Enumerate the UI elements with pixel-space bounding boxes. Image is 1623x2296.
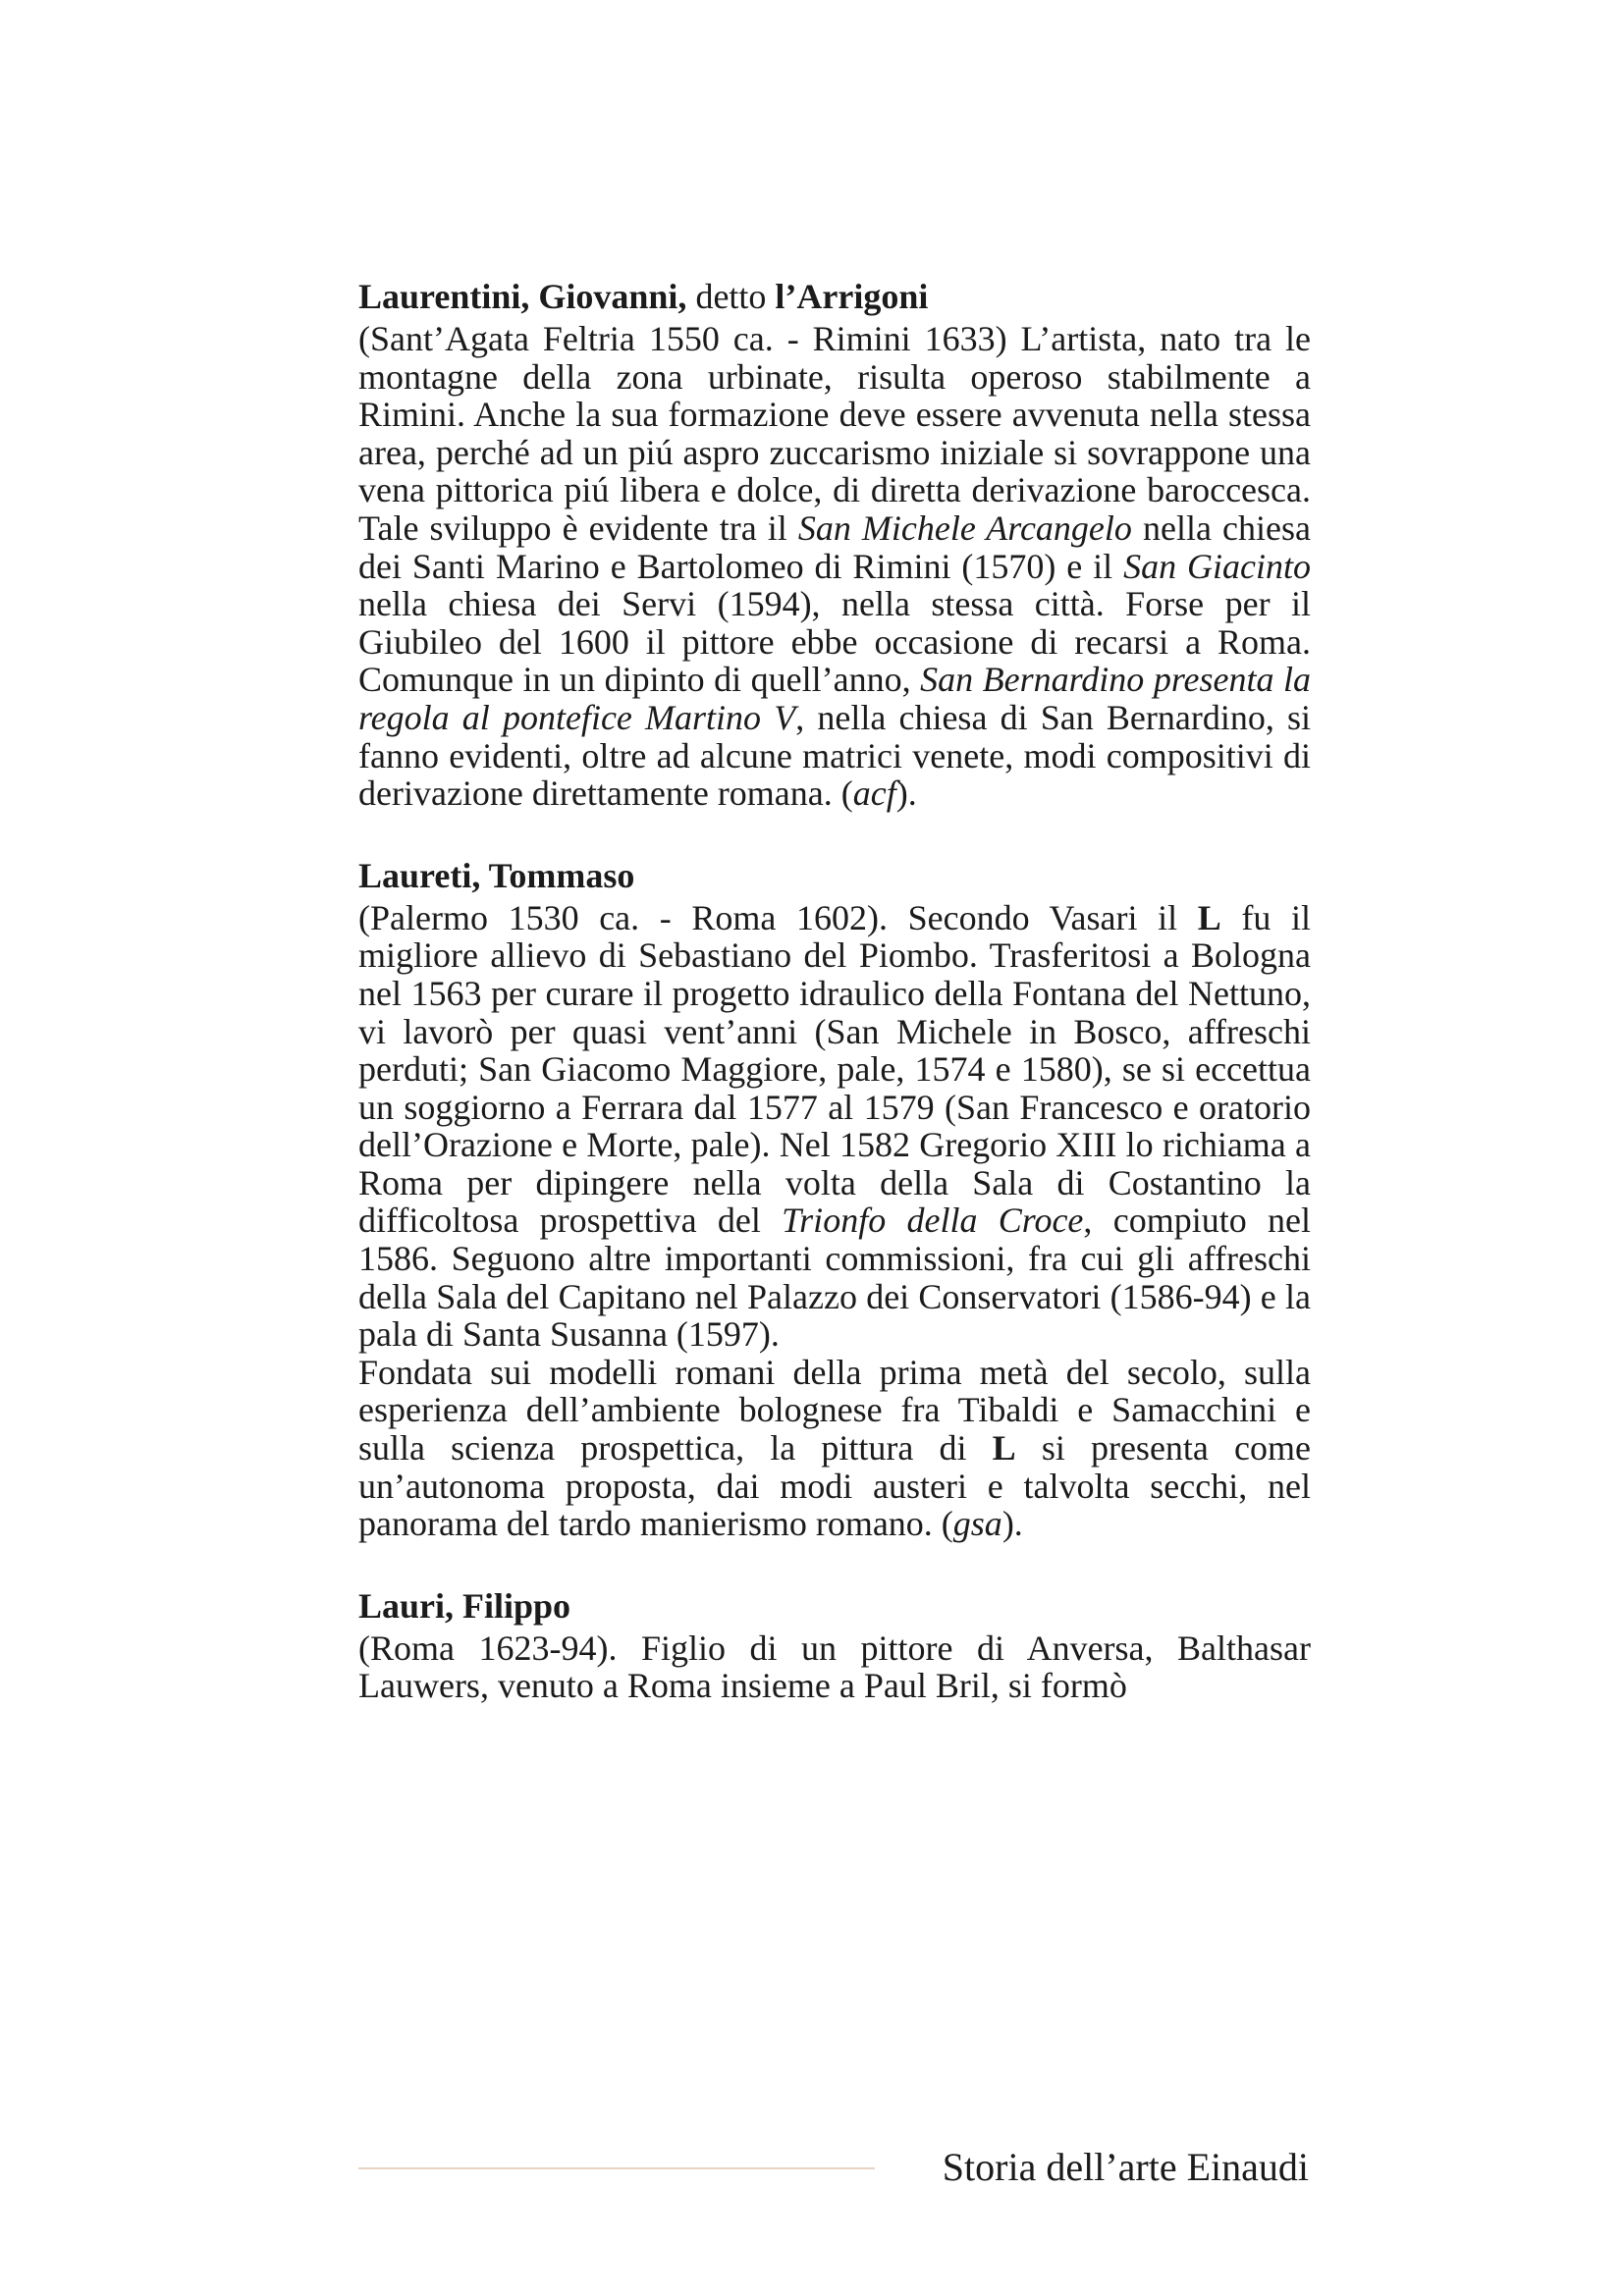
entry-name: Laureti, Tommaso	[358, 855, 635, 895]
text-run: ).	[895, 774, 917, 814]
entry-alias: l’Arrigoni	[775, 277, 929, 316]
entry-body	[358, 1629, 1311, 1705]
footer-title: Storia dell’arte Einaudi	[942, 2145, 1309, 2189]
artwork-title: San Michele Arcangelo	[797, 507, 1132, 548]
artwork-title: Trionfo della Croce	[782, 1201, 1084, 1241]
entry-heading	[358, 1586, 1311, 1626]
text-run: (Roma 1623-94). Figlio di un pittore di Anversa, Balthasar Lauwers, venuto a Roma insieme a Paul Bril, si formò	[358, 1628, 1311, 1706]
entry-heading	[358, 277, 1311, 316]
entry-paragraph	[358, 899, 1311, 1354]
entry-laurentini	[358, 277, 1311, 813]
entry-laureti	[358, 856, 1311, 1543]
artwork-title: San Giacinto	[1123, 546, 1311, 586]
text-run: , compiuto nel 1586. Seguono altre importanti commissioni, fra cui gli affreschi della Sala del Capitano nel Palazzo dei Conservatori (1586-94) e la pala di Santa Susanna (1597).	[358, 1201, 1311, 1355]
text-run: fu il migliore allievo di Sebastiano del Piombo. Trasferitosi a Bologna nel 1563 per curare il progetto idraulico della Fontana del Nettuno, vi lavorò per quasi vent’anni (San Michele in Bosco, affreschi perduti; San Giacomo Maggiore, pale, 1574 e 1580), se si eccettua un soggiorno a Ferrara dal 1577 al 1579 (San Francesco e oratorio dell’Orazione e Morte, pale). Nel 1582 Gregorio XIII lo richiama a Roma per dipingere nella volta della Sala di Costantino la difficoltosa prospettiva del	[358, 897, 1311, 1241]
text-run: si presenta come un’autonoma proposta, dai modi austeri e talvolta secchi, nel panorama del tardo manierismo romano. (	[358, 1428, 1311, 1544]
entry-paragraph	[358, 320, 1311, 813]
entry-body	[358, 320, 1311, 813]
entry-lauri	[358, 1586, 1311, 1705]
entry-name: Lauri, Filippo	[358, 1585, 571, 1626]
entry-paragraph	[358, 1629, 1311, 1705]
entry-name-connector: detto	[686, 277, 776, 316]
subject-abbrev: L	[1197, 897, 1221, 937]
artwork-title: San Bernardino presenta la regola al pontefice Martino V	[358, 660, 1311, 737]
entry-paragraph	[358, 1354, 1311, 1543]
text-run: (Sant’Agata Feltria 1550 ca. - Rimini 1633) L’artista, nato tra le montagne della zona urbinate, risulta operoso stabilmente a Rimini. Anche la sua formazione deve essere avvenuta nella stessa area, perché ad un piú aspro zuccarismo iniziale si sovrappone una vena pittorica piú libera e dolce, di diretta derivazione baroccesca. Tale sviluppo è evidente tra il	[358, 319, 1311, 548]
entry-heading	[358, 856, 1311, 895]
text-run: nella chiesa dei Santi Marino e Bartolomeo di Rimini (1570) e il	[358, 507, 1311, 586]
text-run: Fondata sui modelli romani della prima metà del secolo, sulla esperienza dell’ambiente bolognese fra Tibaldi e Samacchini e sulla scienza prospettica, la pittura di	[358, 1352, 1311, 1468]
footer-rule	[358, 2167, 875, 2169]
subject-abbrev: L	[992, 1428, 1016, 1468]
text-run: , nella chiesa di San Bernardino, si fanno evidenti, oltre ad alcune matrici venete, modi compositivi di derivazione direttamente romana. (	[358, 697, 1311, 814]
entries-column	[358, 277, 1311, 1748]
text-run: (Palermo 1530 ca. - Roma 1602). Secondo Vasari il	[358, 897, 1198, 937]
author-initials: gsa	[952, 1504, 1002, 1544]
entry-body	[358, 899, 1311, 1543]
entry-name: Laurentini, Giovanni,	[358, 277, 687, 316]
text-run: nella chiesa dei Servi (1594), nella stessa città. Forse per il Giubileo del 1600 il pittore ebbe occasione di recarsi a Roma. Comunque in un dipinto di quell’anno,	[358, 584, 1311, 700]
author-initials: acf	[852, 774, 896, 814]
text-run: ).	[1001, 1504, 1023, 1544]
